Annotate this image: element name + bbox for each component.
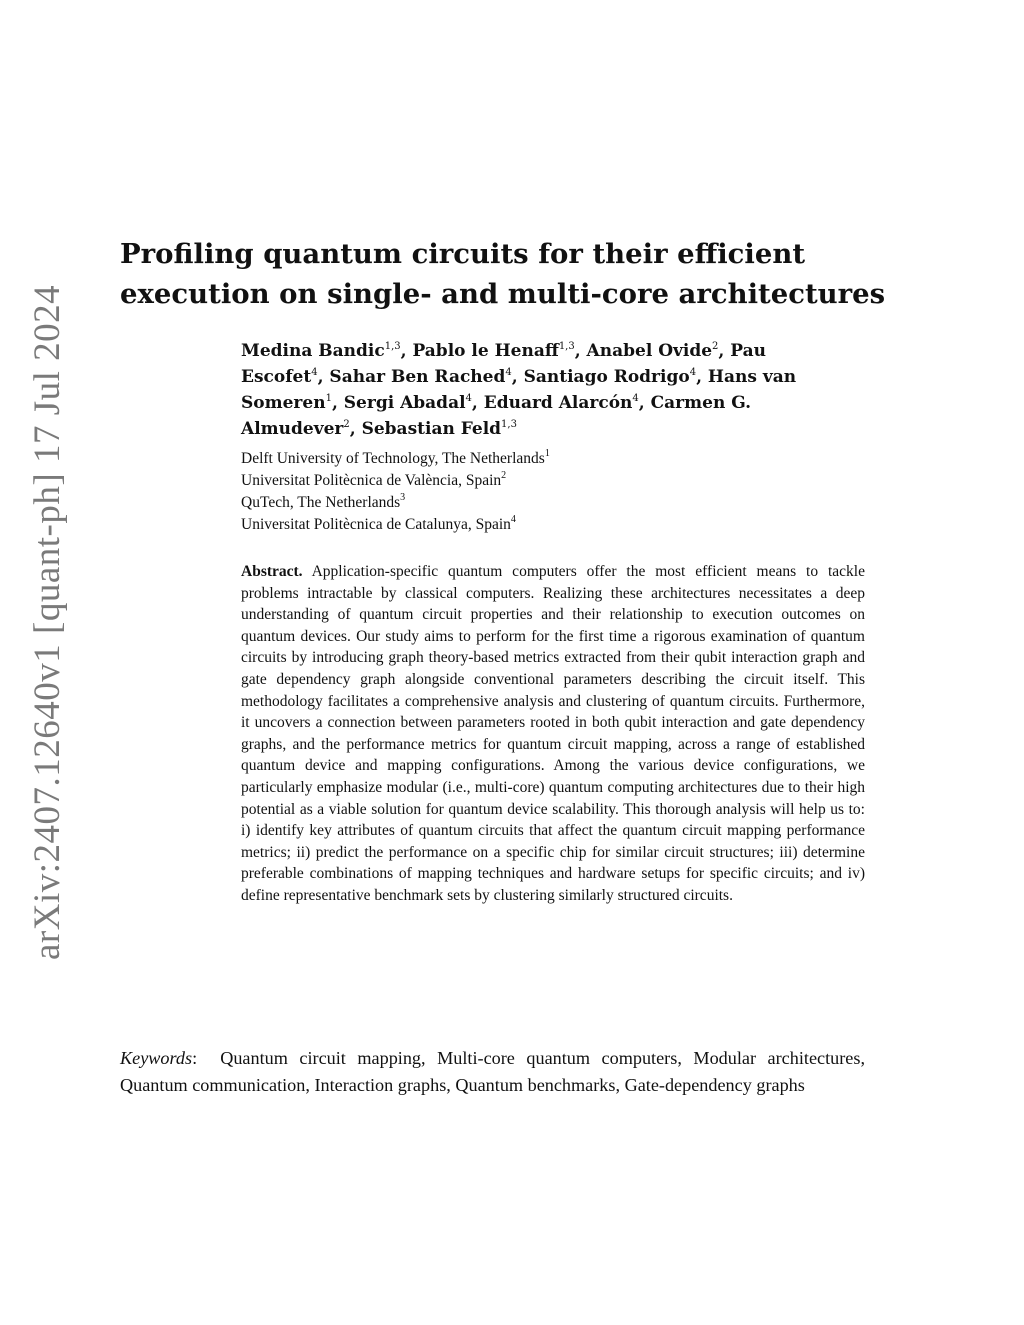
author-name: , Sergi Abadal xyxy=(331,393,466,413)
affiliation xyxy=(241,470,861,492)
author-name: , Pablo le Henaff xyxy=(400,341,559,361)
title-line-1: Profiling quantum circuits for their efficient xyxy=(120,238,806,270)
author-affiliation-mark: 2 xyxy=(712,341,719,352)
author-line xyxy=(241,416,871,442)
author-line xyxy=(241,364,871,390)
affiliation xyxy=(241,448,861,470)
affiliation-list xyxy=(241,448,861,536)
affiliation-name: Universitat Politècnica de València, Spain xyxy=(241,472,502,489)
affiliation-name: QuTech, The Netherlands xyxy=(241,494,401,511)
author-affiliation-mark: 4 xyxy=(311,367,318,378)
author-name: Escofet xyxy=(241,367,312,387)
author-name: , Hans van xyxy=(696,367,797,387)
keywords: Keywords: Quantum circuit mapping, Multi-core quantum computers, Modular architectures, Quantum communication, Interaction graphs, Quantum benchmarks, Gate-dependency graphs xyxy=(120,1048,865,1095)
affiliation xyxy=(241,492,861,514)
author-affiliation-mark: 2 xyxy=(343,419,350,430)
author-affiliation-mark: 4 xyxy=(632,393,639,404)
author-name: , Sahar Ben Rached xyxy=(317,367,506,387)
keywords-label: Keywords xyxy=(120,1048,193,1068)
author-list xyxy=(241,338,871,442)
author-affiliation-mark: 4 xyxy=(689,367,697,378)
author-name: , Sebastian Feld xyxy=(349,419,502,439)
author-name: , Santiago Rodrigo xyxy=(511,367,690,387)
author-affiliation-mark: 1,3 xyxy=(558,341,575,352)
affiliation-mark: 2 xyxy=(501,470,507,481)
author-name: Someren xyxy=(241,393,326,413)
author-affiliation-mark: 1,3 xyxy=(501,419,517,430)
arxiv-identifier: arXiv:2407.12640v1 [quant-ph] 17 Jul 2024 xyxy=(27,284,68,960)
affiliation-mark: 3 xyxy=(400,492,406,503)
affiliation-name: Universitat Politècnica de Catalunya, Spain xyxy=(241,516,511,533)
author-affiliation-mark: 4 xyxy=(505,367,512,378)
author-name: , Anabel Ovide xyxy=(574,341,713,361)
author-affiliation-mark: 1,3 xyxy=(384,341,401,352)
author-name: Medina Bandic xyxy=(241,341,385,361)
abstract-text: Application-specific quantum computers offer the most efficient means to tackle problems intractable by classical computers. Realizing these architectures necessitates a deep understanding of quantum circuit properties and their relationship to execution outcomes on quantum devices. Our study aims to perform for the first time a rigorous examination of quantum circuits by introducing graph theory-based metrics extracted from their qubit interaction graph and gate dependency graph alongside conventional parameters describing the circuit itself. This methodology facilitates a comprehensive analysis and clustering of quantum circuits. Furthermore, it uncovers a connection between parameters rooted in both qubit interaction and gate dependency graphs, and the performance metrics for quantum circuit mapping, across a range of established quantum device and mapping configurations. Among the various device configurations, we particularly emphasize modular (i.e., multi-core) quantum computing architectures due to their high potential as a viable solution for quantum device scalability. This thorough analysis will help us to: i) identify key attributes of quantum circuits that affect the quantum circuit mapping performance metrics; ii) predict the performance on a specific chip for similar circuit structures; iii) determine preferable combinations of mapping techniques and hardware setups for specific circuits; and iv) define representative benchmark sets by clustering similarly structured circuits. xyxy=(241,563,865,904)
author-affiliation-mark: 4 xyxy=(465,393,472,404)
author-line xyxy=(241,390,871,416)
abstract-label: Abstract. xyxy=(241,563,303,580)
author-name: Almudever xyxy=(241,419,344,439)
affiliation-mark: 1 xyxy=(544,448,550,459)
title-line-2: execution on single- and multi-core architectures xyxy=(120,278,886,310)
keywords-text: Quantum circuit mapping, Multi-core quantum computers, Modular architectures, Quantum communication, Interaction graphs, Quantum benchmarks, Gate-dependency graphs xyxy=(120,1048,865,1095)
abstract xyxy=(241,561,865,907)
author-name: , Pau xyxy=(718,341,766,361)
paper-title xyxy=(120,234,900,314)
author-line xyxy=(241,338,871,364)
affiliation xyxy=(241,514,861,536)
affiliation-name: Delft University of Technology, The Netherlands xyxy=(241,450,545,467)
affiliation-mark: 4 xyxy=(510,514,516,525)
author-name: , Eduard Alarcón xyxy=(471,393,633,413)
author-affiliation-mark: 1 xyxy=(325,393,332,404)
author-name: , Carmen G. xyxy=(638,393,752,413)
